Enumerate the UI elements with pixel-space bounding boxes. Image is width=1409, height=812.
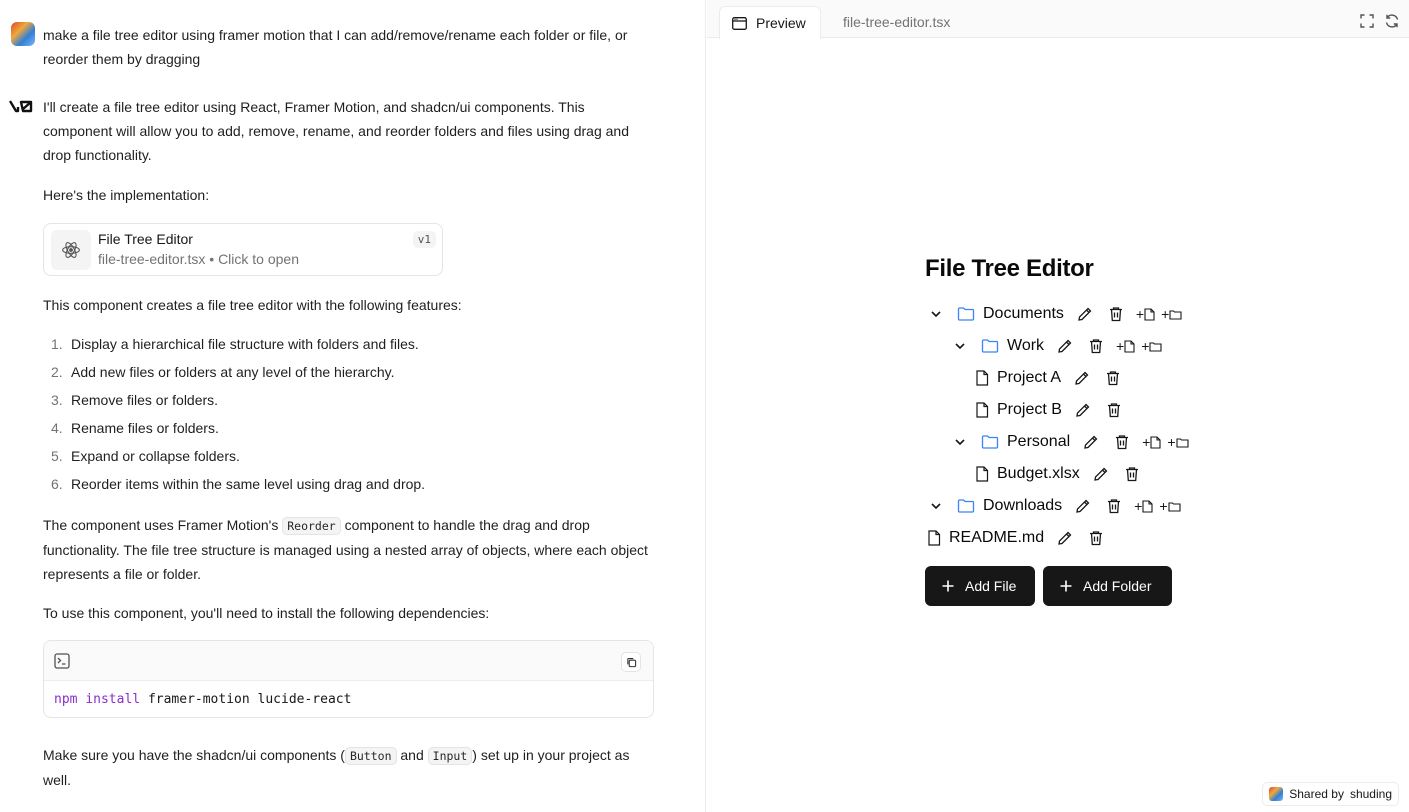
folder-icon [1168, 501, 1181, 512]
trash-icon [1107, 402, 1121, 418]
file-icon [975, 402, 989, 418]
add-folder-label: Add Folder [1083, 578, 1152, 594]
tree-label: Downloads [983, 497, 1063, 514]
artifact-version-badge: v1 [413, 231, 436, 248]
plus-icon: + [1142, 434, 1151, 450]
pencil-icon [1075, 498, 1091, 514]
pencil-icon [1077, 306, 1093, 322]
tab-preview-label: Preview [756, 15, 806, 31]
sharer-avatar [1269, 787, 1283, 801]
list-item: 2. Add new files or folders at any level of the hierarchy. [51, 364, 395, 380]
assistant-here: Here's the implementation: [43, 187, 210, 203]
add-folder-button[interactable] [1161, 306, 1182, 322]
trash-icon [1107, 498, 1121, 514]
trash-icon [1115, 434, 1129, 450]
add-folder-button[interactable] [1141, 338, 1162, 354]
shared-prefix: Shared by [1289, 787, 1344, 801]
features-list [43, 332, 655, 500]
react-icon [51, 230, 91, 270]
chevron-down-icon[interactable] [953, 339, 967, 353]
file-icon [975, 466, 989, 482]
delete-button[interactable] [1103, 399, 1125, 421]
plus-icon: + [1134, 498, 1143, 514]
delete-button[interactable] [1121, 463, 1143, 485]
list-item: 4. Rename files or folders. [51, 420, 219, 436]
tree-label: README.md [949, 529, 1045, 546]
file-icon [1142, 500, 1153, 513]
add-file-main-button[interactable] [925, 566, 1035, 606]
add-folder-button[interactable] [1159, 498, 1180, 514]
plus-icon: + [1159, 498, 1168, 514]
code-block [43, 640, 654, 718]
user-avatar [11, 22, 35, 46]
tree-label: Budget.xlsx [997, 465, 1080, 482]
plus-icon [1059, 579, 1073, 593]
tree-label: Project A [997, 369, 1062, 386]
plus-icon: + [1167, 434, 1176, 450]
reorder-paragraph: The component uses Framer Motion's Reorder component to handle the drag and drop functionality. The file tree structure is managed using a nested array of objects, where each object represents a file or folder. [43, 517, 648, 582]
pencil-icon [1057, 530, 1073, 546]
add-file-button[interactable] [1136, 306, 1155, 322]
add-file-label: Add File [965, 578, 1017, 594]
tree-row-readme[interactable] [927, 526, 1116, 550]
tab-preview[interactable] [719, 6, 821, 39]
rename-button[interactable] [1072, 495, 1094, 517]
copy-icon [626, 657, 637, 668]
page-title: File Tree Editor [925, 255, 1094, 282]
artifact-title: File Tree Editor [98, 231, 193, 247]
tree-row-budget[interactable] [975, 462, 1152, 486]
chevron-down-icon[interactable] [953, 435, 967, 449]
delete-button[interactable] [1105, 303, 1127, 325]
rename-button[interactable] [1090, 463, 1112, 485]
folder-icon [957, 498, 975, 514]
artifact-separator: • [209, 251, 215, 267]
folder-icon [981, 338, 999, 354]
file-icon [1144, 308, 1155, 321]
tree-label: Work [1007, 337, 1045, 354]
add-file-button[interactable] [1142, 434, 1161, 450]
trash-icon [1106, 370, 1120, 386]
delete-button[interactable] [1102, 367, 1124, 389]
assistant-intro: I'll create a file tree editor using React, Framer Motion, and shadcn/ui components. This component will allow you to add, remove, rename, and reorder folders and files using drag and drop functionality. [43, 99, 629, 163]
folder-icon [1149, 341, 1162, 352]
tree-label: Documents [983, 305, 1064, 322]
fullscreen-icon[interactable] [1359, 13, 1375, 29]
folder-icon [1176, 437, 1189, 448]
tree-row-documents[interactable] [929, 302, 1188, 326]
trash-icon [1089, 530, 1103, 546]
preview-tabbar [707, 0, 1409, 38]
tree-row-personal[interactable] [953, 430, 1195, 454]
delete-button[interactable] [1085, 335, 1107, 357]
copy-button[interactable] [621, 652, 641, 672]
chevron-down-icon[interactable] [929, 307, 943, 321]
shared-user: shuding [1349, 787, 1392, 801]
add-file-button[interactable] [1116, 338, 1135, 354]
rename-button[interactable] [1071, 367, 1093, 389]
plus-icon [941, 579, 955, 593]
plus-icon: + [1135, 306, 1145, 322]
tab-file[interactable]: file-tree-editor.tsx [843, 14, 951, 30]
chevron-down-icon[interactable] [929, 499, 943, 513]
rename-button[interactable] [1080, 431, 1102, 453]
plus-icon: + [1116, 338, 1125, 354]
trash-icon [1125, 466, 1139, 482]
code-line: npm install framer-motion lucide-react [54, 692, 352, 707]
file-icon [1124, 340, 1135, 353]
refresh-icon[interactable] [1384, 13, 1400, 29]
tree-row-project-b[interactable] [975, 398, 1134, 422]
tree-label: Project B [997, 401, 1062, 418]
plus-icon: + [1161, 306, 1170, 322]
list-item: 5. Expand or collapse folders. [51, 448, 240, 464]
terminal-icon [54, 653, 70, 669]
plus-icon: + [1141, 338, 1150, 354]
pencil-icon [1074, 370, 1090, 386]
preview-panel [707, 0, 1409, 812]
artifact-card[interactable] [43, 223, 443, 276]
trash-icon [1109, 306, 1123, 322]
pencil-icon [1083, 434, 1099, 450]
delete-button[interactable] [1111, 431, 1133, 453]
user-message: make a file tree editor using framer motion that I can add/remove/rename each folder or file, or reorder them by dragging [43, 27, 628, 67]
pencil-icon [1057, 338, 1073, 354]
list-item: 6. Reorder items within the same level using drag and drop. [51, 476, 426, 492]
folder-icon [957, 306, 975, 322]
final-paragraph: Make sure you have the shadcn/ui components ( Button and Input ) set up in your project as well. [43, 747, 630, 788]
add-folder-main-button[interactable] [1043, 566, 1172, 606]
rename-button[interactable] [1072, 399, 1094, 421]
reorder-code: Reorder [282, 517, 340, 535]
tree-row-project-a[interactable] [975, 366, 1133, 390]
pencil-icon [1075, 402, 1091, 418]
artifact-subtitle [98, 251, 299, 267]
add-folder-button[interactable] [1167, 434, 1188, 450]
rename-button[interactable] [1054, 527, 1076, 549]
file-icon [1150, 436, 1161, 449]
file-icon [927, 530, 941, 546]
v0-logo-icon [9, 98, 37, 114]
deps-intro: To use this component, you'll need to install the following dependencies: [43, 605, 490, 621]
artifact-filename: file-tree-editor.tsx [98, 251, 206, 267]
browser-window-icon [732, 17, 747, 30]
delete-button[interactable] [1103, 495, 1125, 517]
artifact-action: Click to open [218, 251, 299, 267]
folder-icon [1169, 309, 1182, 320]
file-icon [975, 370, 989, 386]
list-item: 1. Display a hierarchical file structure with folders and files. [51, 336, 419, 352]
rename-button[interactable] [1054, 335, 1076, 357]
shared-badge[interactable] [1262, 782, 1399, 806]
folder-icon [981, 434, 999, 450]
features-intro: This component creates a file tree editor with the following features: [43, 297, 462, 313]
delete-button[interactable] [1085, 527, 1107, 549]
tree-row-work[interactable] [953, 334, 1168, 358]
rename-button[interactable] [1074, 303, 1096, 325]
add-file-button[interactable] [1134, 498, 1153, 514]
tree-label: Personal [1007, 433, 1071, 450]
list-item: 3. Remove files or folders. [51, 392, 219, 408]
tree-row-downloads[interactable] [929, 494, 1187, 518]
trash-icon [1089, 338, 1103, 354]
pencil-icon [1093, 466, 1109, 482]
